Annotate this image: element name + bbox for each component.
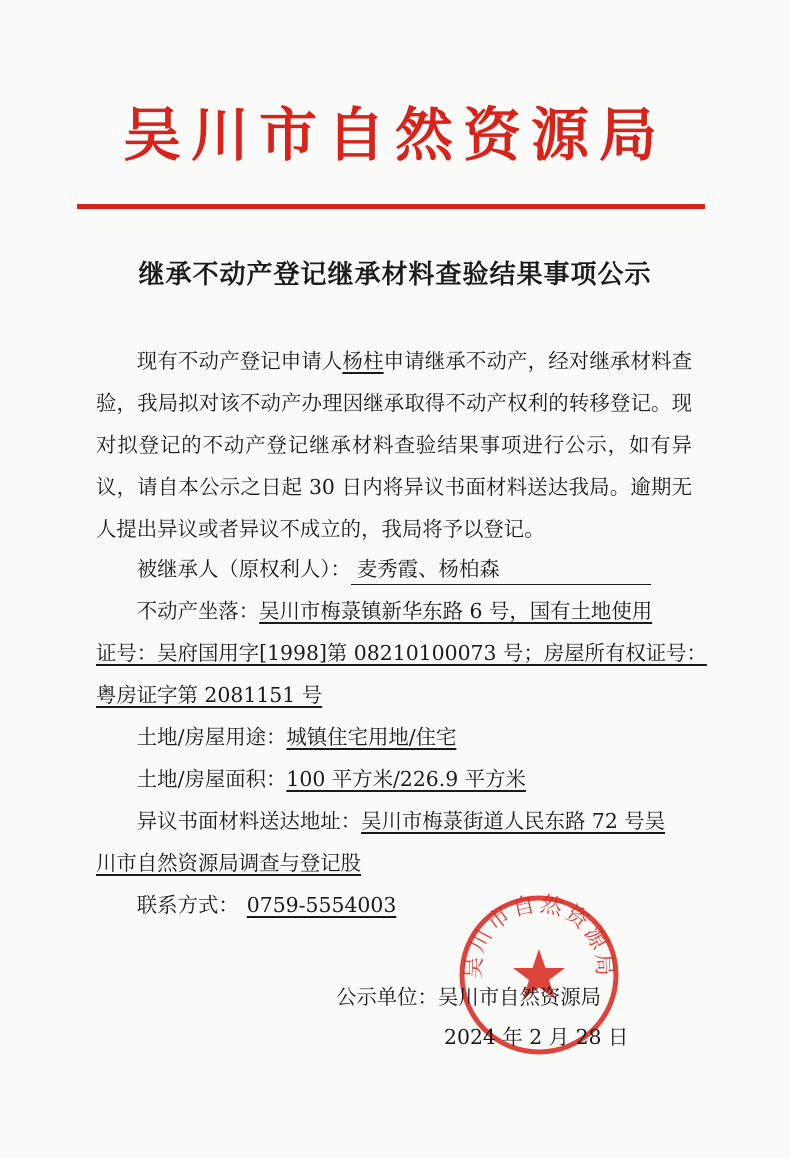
publisher-label: 公示单位： — [336, 985, 438, 1009]
applicant-name: 杨柱 — [342, 349, 384, 373]
address-value-1: 吴川市梅菉街道人民东路 72 号吴 — [361, 809, 666, 833]
location-value-1: 吴川市梅菉镇新华东路 6 号，国有土地使用 — [259, 599, 653, 623]
seal-text-path: 吴川市自然资源局 — [461, 893, 617, 980]
contact-row — [96, 884, 737, 926]
location-label: 不动产坐落： — [136, 599, 260, 623]
intro-paragraph — [96, 340, 692, 550]
address-value-2: 川市自然资源局调查与登记股 — [96, 851, 362, 875]
area-label: 土地/房屋面积： — [136, 767, 287, 791]
location-value-2: 证号：吴府国用字[1998]第 08210100073 号；房屋所有权证号： — [96, 641, 707, 665]
intro-pre: 现有不动产登记申请人 — [136, 349, 343, 373]
heirs-field — [351, 554, 651, 585]
location-row-2 — [96, 632, 707, 674]
agency-header: 吴川市自然资源局 — [122, 101, 667, 169]
location-value-3: 粤房证字第 2081151 号 — [96, 683, 323, 707]
contact-value: 0759-5554003 — [246, 893, 397, 917]
intro-post: 申请继承不动产，经对继承材料查验，我局拟对该不动产办理因继承取得不动产权利的转移登记。现对拟登记的不动产登记继承材料查验结果事项进行公示，如有异议，请自本公示之日起 30 日内将异议书面材料送达我局。逾期无人提出异议或者异议不成立的，我局将予以登记。 — [96, 349, 693, 541]
contact-label: 联系方式： — [136, 893, 239, 917]
publisher-line — [336, 976, 601, 1018]
red-divider-line — [77, 204, 705, 209]
area-value: 100 平方米/226.9 平方米 — [286, 767, 526, 791]
address-label: 异议书面材料送达地址： — [136, 809, 362, 833]
use-row — [96, 716, 737, 758]
use-label: 土地/房屋用途： — [136, 725, 287, 749]
address-row — [96, 800, 737, 842]
publisher-name: 吴川市自然资源局 — [437, 985, 602, 1009]
area-row — [96, 758, 737, 800]
heirs-row — [96, 548, 737, 590]
notice-title: 继承不动产登记继承材料查验结果事项公示 — [138, 260, 652, 290]
heirs-value: 麦秀霞、杨柏森 — [356, 557, 500, 581]
location-row — [96, 590, 737, 632]
address-row-2 — [96, 842, 696, 884]
use-value: 城镇住宅用地/住宅 — [286, 725, 457, 749]
notice-date: 2024 年 2 月 28 日 — [444, 1025, 629, 1049]
location-row-3 — [96, 674, 696, 716]
heirs-label: 被继承人（原权利人）： — [136, 557, 351, 581]
